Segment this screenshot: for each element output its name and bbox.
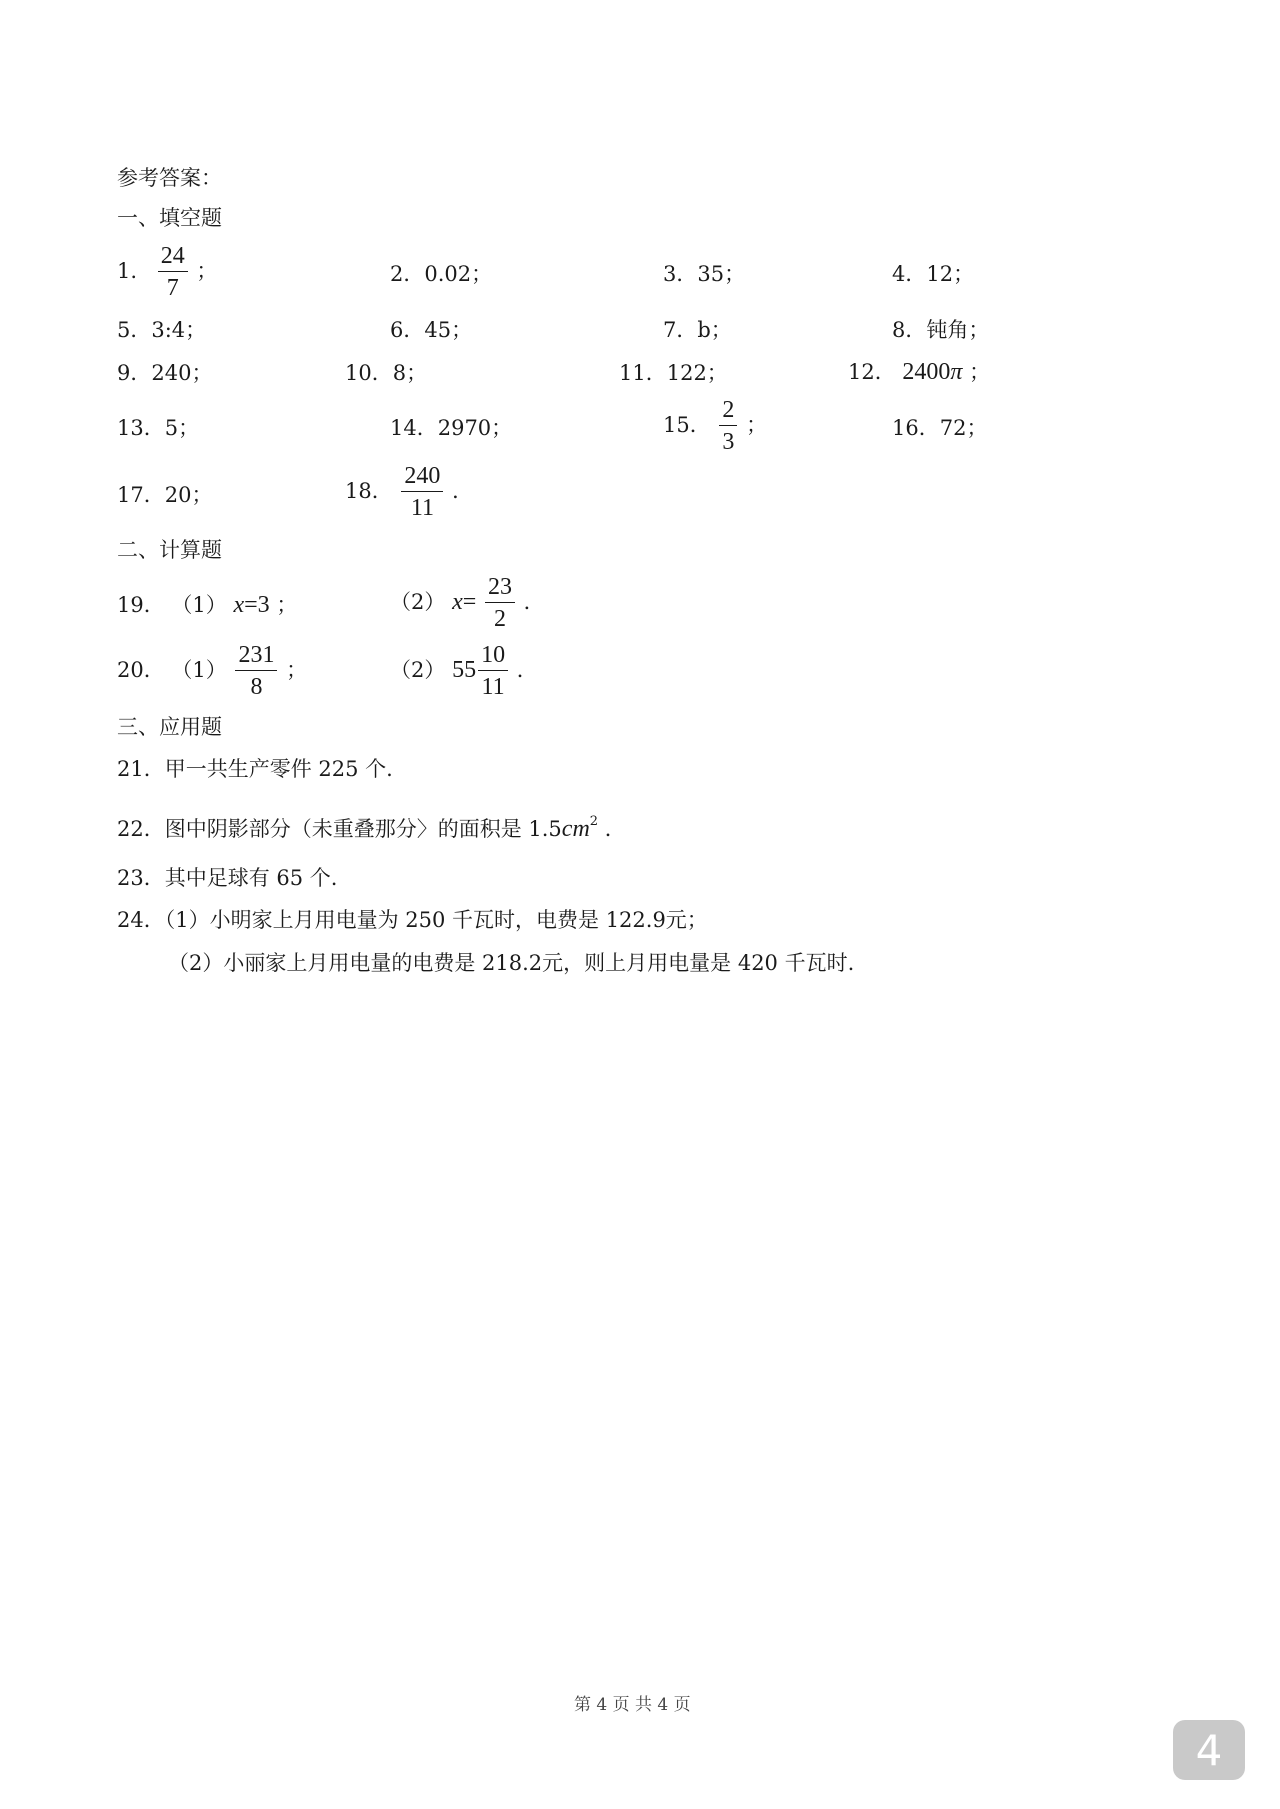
answer-18 — [345, 463, 473, 522]
denominator: 7 — [166, 275, 179, 302]
exponent: 2 — [589, 814, 599, 829]
answer-14: 14．2970； — [390, 416, 513, 440]
answer-19-part2 — [390, 574, 545, 633]
answer-24-part1: 24．（1）小明家上月用电量为 250 千瓦时，电费是 122.9元； — [117, 908, 708, 932]
answer-number: 18． — [345, 478, 393, 503]
fraction — [158, 243, 188, 302]
fraction — [485, 574, 515, 633]
part-label: （2） — [390, 657, 446, 682]
answer-12 — [848, 360, 990, 384]
answer-title: 参考答案： — [117, 166, 222, 190]
answer-number: 20． — [117, 657, 165, 682]
suffix: ； — [276, 593, 298, 617]
numerator: 10 — [478, 642, 508, 671]
page-number-badge[interactable]: 4 — [1173, 1720, 1245, 1780]
denominator: 3 — [722, 429, 735, 456]
part-label: （1） — [171, 593, 227, 617]
answer-22 — [117, 815, 626, 841]
fraction — [719, 397, 737, 456]
answer-20-part2 — [390, 642, 538, 701]
answer-6: 6．45； — [390, 318, 473, 342]
fraction — [401, 463, 443, 522]
answer-1 — [117, 243, 217, 302]
suffix: ． — [604, 817, 626, 841]
denominator: 11 — [481, 674, 505, 701]
part-label: （1） — [171, 657, 227, 682]
answer-20-part1 — [117, 642, 307, 701]
answer-9: 9．240； — [117, 361, 213, 385]
answer-8: 8．钝角； — [892, 318, 990, 342]
suffix: ． — [516, 657, 538, 682]
answer-19-part1 — [117, 593, 297, 617]
section-calculation: 二、计算题 — [117, 538, 222, 562]
numerator: 2 — [719, 397, 737, 426]
fraction — [235, 642, 277, 701]
section-fill-in: 一、填空题 — [117, 206, 222, 230]
answer-4: 4．12； — [892, 262, 975, 286]
suffix: ． — [523, 589, 545, 614]
answer-24-part2: （2）小丽家上月用电量的电费是 218.2元，则上月用电量是 420 千瓦时. — [168, 951, 855, 975]
part-label: （2） — [390, 589, 446, 614]
denominator: 8 — [250, 674, 263, 701]
numerator: 24 — [158, 243, 188, 272]
answer-16: 16．72； — [892, 416, 988, 440]
fraction — [478, 642, 508, 701]
value: 2400 — [902, 359, 951, 385]
answer-15 — [663, 397, 767, 456]
answer-number: 12． — [848, 360, 896, 384]
denominator: 11 — [410, 495, 434, 522]
answer-11: 11．122； — [619, 361, 728, 385]
suffix: ； — [196, 258, 218, 283]
numerator: 23 — [485, 574, 515, 603]
answer-23: 23．其中足球有 65 个. — [117, 866, 338, 890]
numerator: 240 — [401, 463, 443, 492]
answer-text: 22．图中阴影部分（未重叠那分〉的面积是 1.5 — [117, 817, 562, 841]
unit: cm — [561, 816, 590, 842]
answer-2: 2．0.02； — [390, 262, 493, 286]
numerator: 231 — [235, 642, 277, 671]
section-application: 三、应用题 — [117, 715, 222, 739]
whole-number: 55 — [452, 656, 477, 683]
answer-5: 5．3:4； — [117, 318, 207, 342]
answer-7: 7．b； — [663, 318, 732, 342]
page-footer: 第 4 页 共 4 页 — [574, 1695, 691, 1715]
variable: x — [452, 588, 463, 615]
pi-symbol: π — [950, 359, 963, 385]
variable: x — [233, 592, 245, 618]
answer-number: 19． — [117, 593, 165, 617]
equals: = — [462, 588, 477, 615]
answer-3: 3．35； — [663, 262, 746, 286]
equation: =3 — [244, 592, 270, 618]
answer-10: 10．8； — [345, 361, 428, 385]
answer-21: 21．甲一共生产零件 225 个. — [117, 757, 393, 781]
suffix: ； — [969, 360, 991, 384]
answer-17: 17．20； — [117, 483, 213, 507]
suffix: ； — [286, 657, 308, 682]
suffix: ； — [746, 412, 768, 437]
suffix: ． — [452, 478, 474, 503]
answer-number: 15． — [663, 412, 711, 437]
answer-number: 1. — [117, 258, 138, 283]
answer-13: 13．5； — [117, 416, 200, 440]
denominator: 2 — [493, 606, 506, 633]
